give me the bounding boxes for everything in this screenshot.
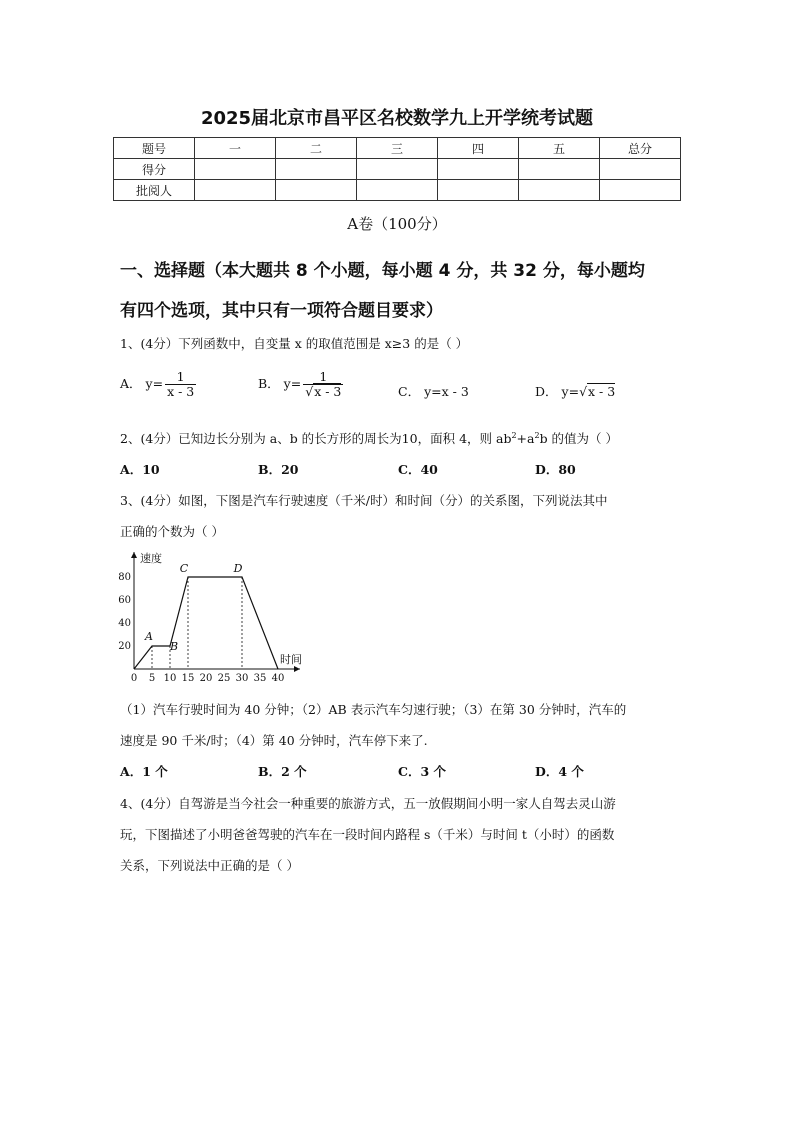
score-cell <box>438 159 519 180</box>
score-cell <box>357 159 438 180</box>
score-table-header-cell: 总分 <box>600 138 681 159</box>
q3-option-b: B．2 个 <box>258 764 307 779</box>
x-tick-label: 35 <box>253 673 267 683</box>
score-table-header-cell: 三 <box>357 138 438 159</box>
score-cell <box>195 180 276 201</box>
option-label: B． <box>258 376 280 391</box>
exponent: 2 <box>534 430 540 440</box>
fraction <box>165 370 196 399</box>
question-2-stem <box>120 429 680 447</box>
section-heading-line2: 有四个选项，其中只有一项符合题目要求） <box>120 301 443 321</box>
q1-option-d: D． y=√x - 3 <box>535 384 616 399</box>
question-1-stem: 1、(4分）下列函数中，自变量 x 的取值范围是 x≥3 的是（ ） <box>120 336 469 351</box>
option-label: D． <box>535 384 558 399</box>
speed-time-chart <box>114 548 314 683</box>
q2-stem-pre: 2、(4分）已知边长分别为 a、b 的长方形的周长为10，面积 4，则 ab <box>120 431 512 446</box>
question-3-statement-line2: 速度是 90 千米/时；（4）第 40 分钟时，汽车停下来了. <box>120 733 428 748</box>
question-3-line2: 正确的个数为（ ） <box>120 524 224 539</box>
x-tick-label: 10 <box>163 673 177 683</box>
option-lhs: y= <box>561 384 580 399</box>
x-tick-label: 40 <box>271 673 285 683</box>
q3-option-d: D．4 个 <box>535 764 584 779</box>
y-tick-label: 60 <box>118 595 131 606</box>
score-cell <box>519 180 600 201</box>
fraction <box>303 370 343 399</box>
question-4-line3: 关系，下列说法中正确的是（ ） <box>120 858 299 873</box>
score-table-row-label: 得分 <box>114 159 195 180</box>
x-tick-label: 5 <box>148 673 156 683</box>
x-tick-label: 15 <box>181 673 195 683</box>
x-tick-label: 25 <box>217 673 231 683</box>
y-tick-label: 40 <box>118 618 131 629</box>
exponent: 2 <box>511 430 517 440</box>
numerator: 1 <box>319 369 328 384</box>
score-table <box>113 137 681 201</box>
q3-option-c: C．3 个 <box>398 764 446 779</box>
score-cell <box>438 180 519 201</box>
score-cell <box>519 159 600 180</box>
option-label: C． <box>398 384 421 399</box>
y-axis-title: 速度 <box>140 552 162 565</box>
question-4-line1: 4、(4分）自驾游是当今社会一种重要的旅游方式，五一放假期间小明一家人自驾去灵山游 <box>120 796 616 811</box>
q2-stem-mid: +a <box>516 431 535 446</box>
option-lhs: y= <box>283 376 302 391</box>
point-label: C <box>179 562 189 575</box>
q2-stem-end: b 的值为（ ） <box>539 431 619 446</box>
page-title: 2025届北京市昌平区名校数学九上开学统考试题 <box>200 108 594 129</box>
speed-series-line <box>134 577 278 669</box>
section-heading-line1: 一、选择题（本大题共 8 个小题，每小题 4 分，共 32 分，每小题均 <box>120 261 645 281</box>
option-label: A． <box>120 376 142 391</box>
point-label: D <box>233 562 243 575</box>
section-subtitle: A卷（100分） <box>347 215 447 233</box>
x-axis-title: 时间 <box>280 653 302 666</box>
q1-option-c <box>398 382 469 400</box>
score-cell <box>600 159 681 180</box>
score-table-header-row <box>114 138 681 159</box>
x-tick-label: 20 <box>199 673 213 683</box>
score-table-header-cell: 五 <box>519 138 600 159</box>
point-label: A <box>145 630 153 643</box>
score-table-header-cell: 一 <box>195 138 276 159</box>
point-label: B <box>169 640 179 653</box>
score-table-row <box>114 159 681 180</box>
q2-option-b: B．20 <box>258 462 299 477</box>
score-cell <box>357 180 438 201</box>
q2-option-d: D．80 <box>535 462 576 477</box>
numerator: 1 <box>176 369 185 384</box>
x-tick-label: 30 <box>235 673 249 683</box>
y-tick-label: 20 <box>118 641 131 652</box>
question-4-line2: 玩，下图描述了小明爸爸驾驶的汽车在一段时间内路程 s（千米）与时间 t（小时）的函数 <box>120 827 615 842</box>
option-expression: y=x - 3 <box>424 384 469 399</box>
question-3-statement-line1: （1）汽车行驶时间为 40 分钟；（2）AB 表示汽车匀速行驶；（3）在第 30 分钟时，汽车的 <box>120 702 627 717</box>
denominator: x - 3 <box>167 384 195 399</box>
denominator: √x - 3 <box>305 384 342 399</box>
y-axis-arrow <box>131 552 137 558</box>
question-3-line1: 3、(4分）如图，下图是汽车行驶速度（千米/时）和时间（分）的关系图，下列说法其中 <box>120 493 608 508</box>
score-table-header-cell: 二 <box>276 138 357 159</box>
y-tick-label: 80 <box>118 572 131 583</box>
q2-option-a: A．10 <box>120 462 160 477</box>
score-table-row <box>114 180 681 201</box>
score-cell <box>195 159 276 180</box>
radicand: x - 3 <box>588 384 616 399</box>
x-axis-arrow <box>294 666 300 672</box>
score-cell <box>276 159 357 180</box>
option-lhs: y= <box>145 376 164 391</box>
score-table-header-cell: 四 <box>438 138 519 159</box>
score-cell <box>276 180 357 201</box>
x-tick-label: 0 <box>130 673 138 683</box>
score-table-header-cell: 题号 <box>114 138 195 159</box>
q3-option-a: A．1 个 <box>120 764 168 779</box>
q2-option-c: C．40 <box>398 462 438 477</box>
q1-option-b <box>258 370 343 399</box>
score-table-row-label: 批阅人 <box>114 180 195 201</box>
radicand: x - 3 <box>314 384 342 399</box>
q1-option-a <box>120 370 196 399</box>
score-cell <box>600 180 681 201</box>
